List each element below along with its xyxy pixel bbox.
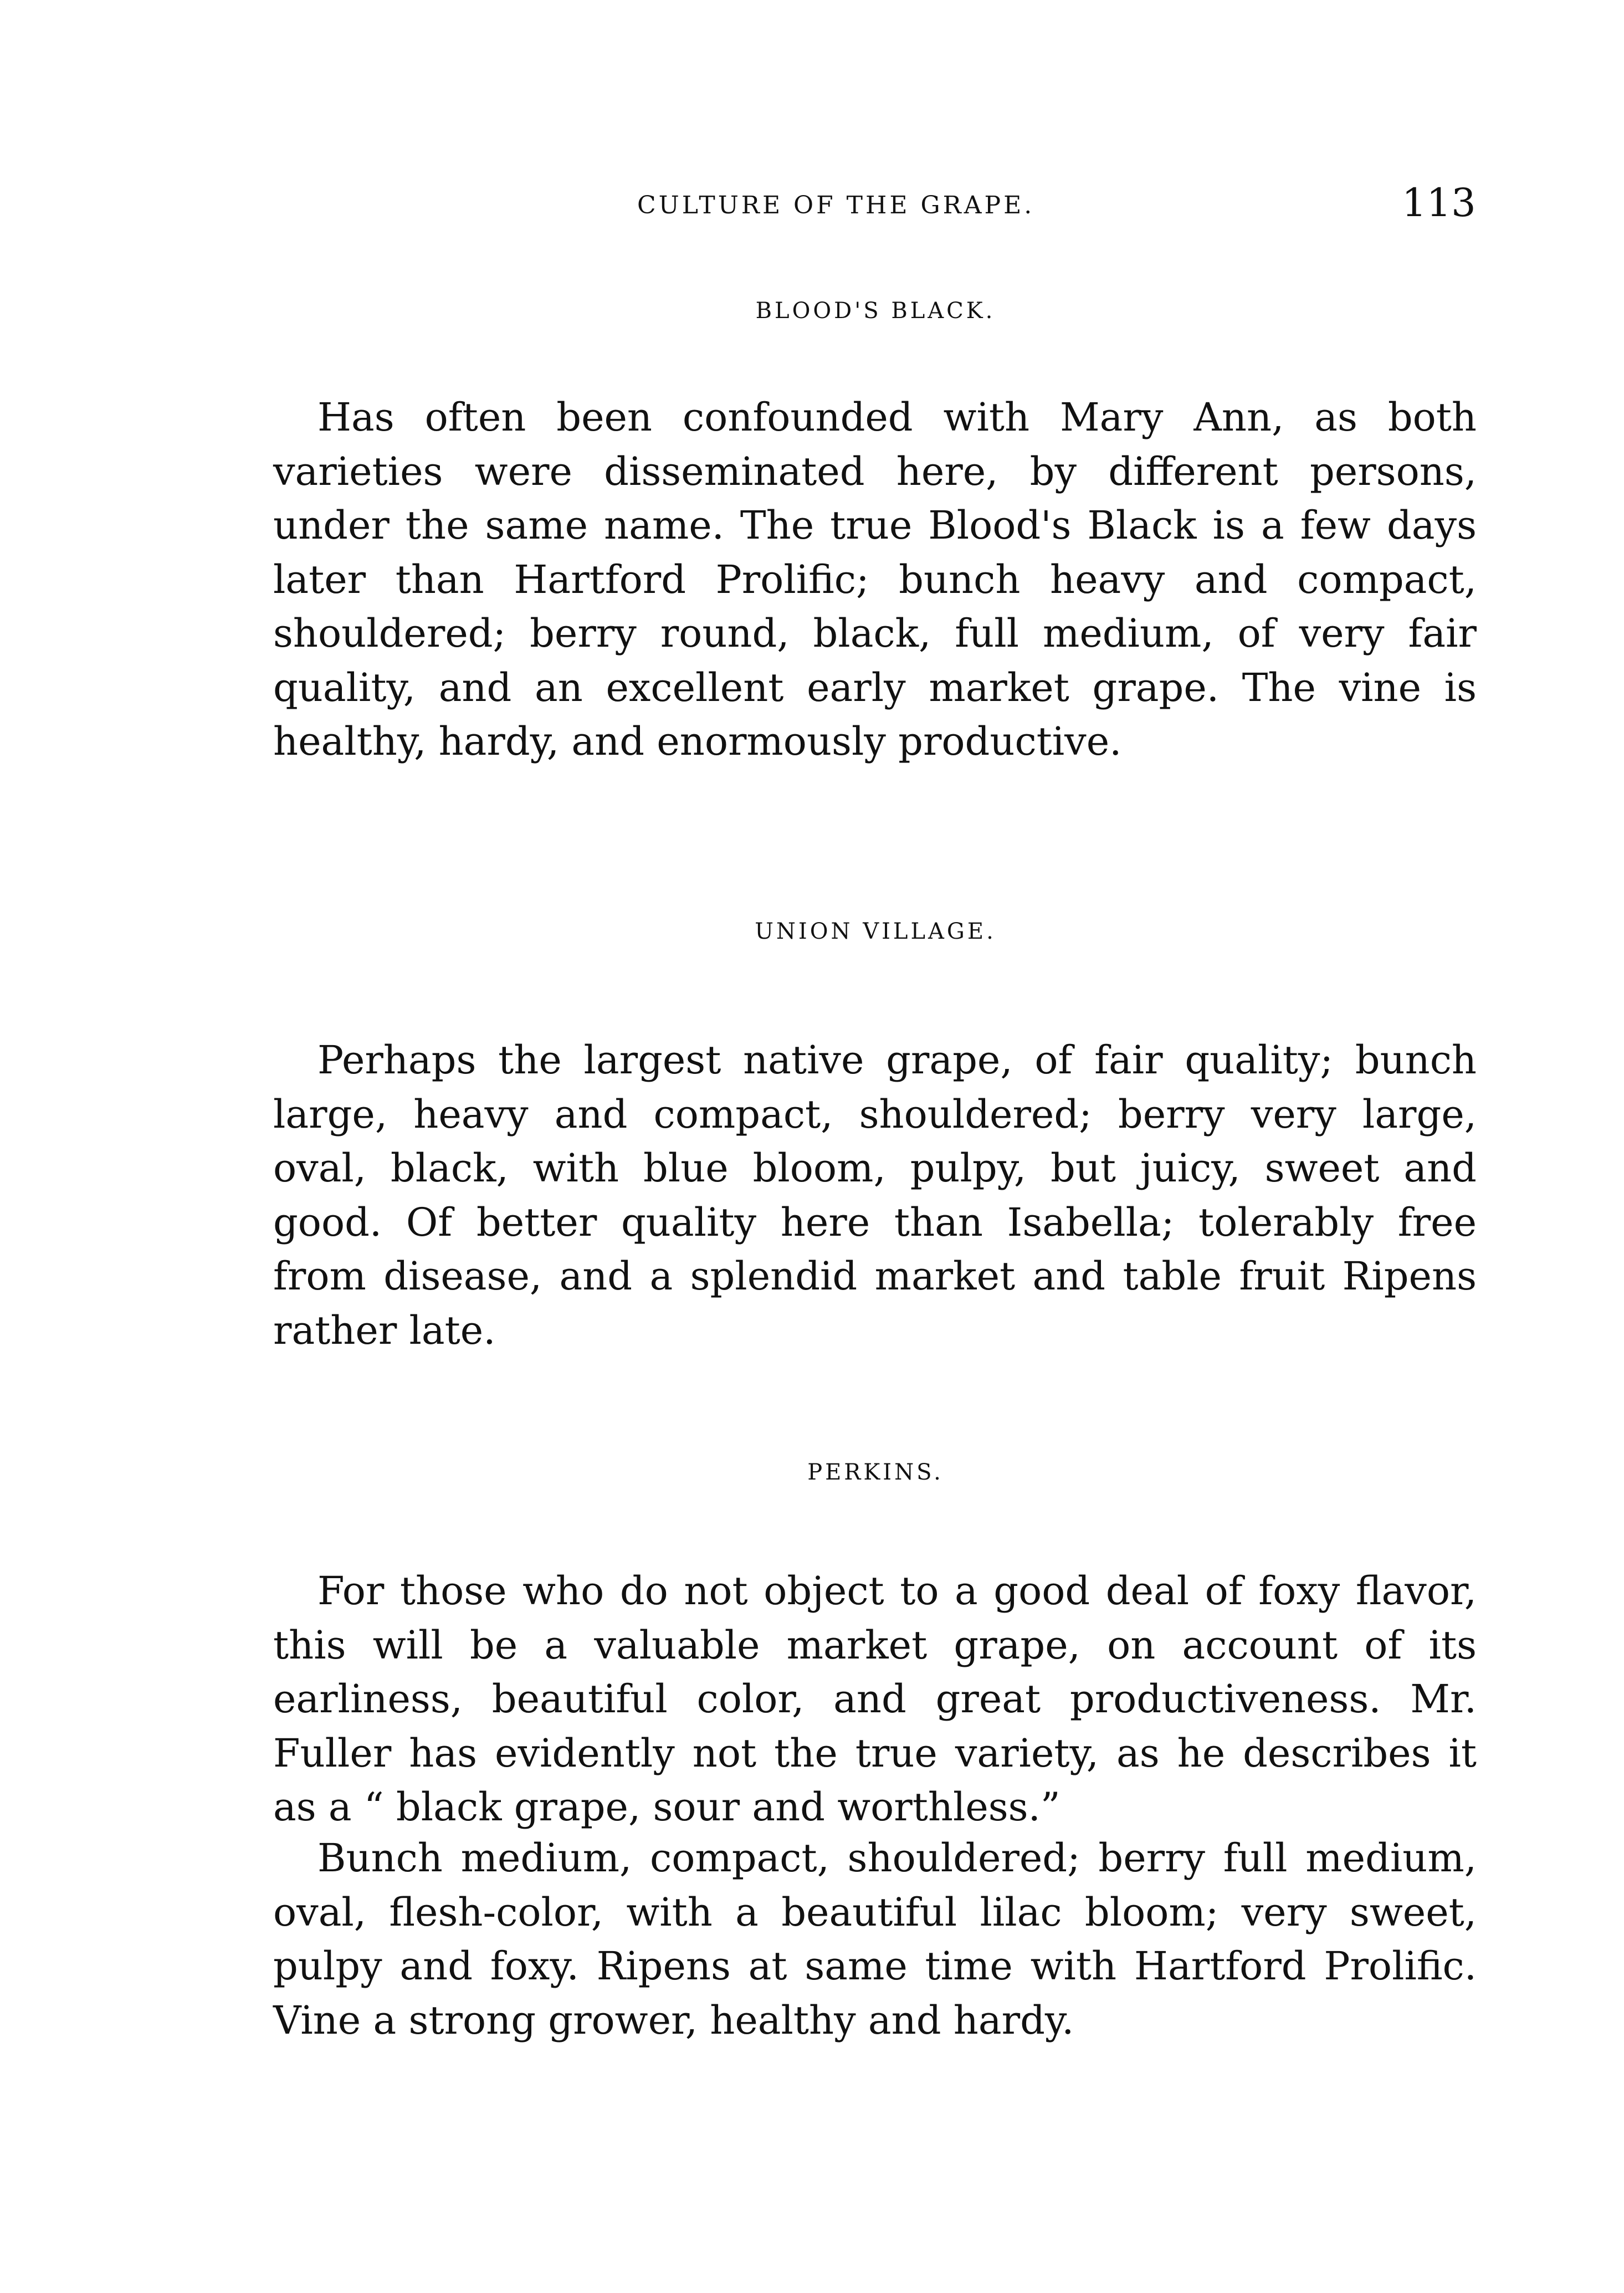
paragraph-union-village: Perhaps the largest native grape, of fair quality; bunch large, heavy and compact, shouldered; berry very large, oval, black, with blue bloom, pulpy, but juicy, sweet and good. Of better quality here than Isabella; tolerably free from disease, and a splendid market and table fruit Ripens rather late. [273, 1037, 1477, 1353]
section-heading-bloods-black: BLOOD'S BLACK. [755, 298, 996, 324]
section-heading-union-village: UNION VILLAGE. [755, 919, 996, 944]
running-head: CULTURE OF THE GRAPE. [637, 191, 1035, 219]
section-heading-perkins: PERKINS. [807, 1460, 944, 1485]
paragraph-bloods-black: Has often been confounded with Mary Ann, as both varieties were disseminated here, by different persons, under the same name. The true Blood's Black is a few days later than Hartford Prolific; bunch heavy and compact, shouldered; berry round, black, full medium, of very fair quality, and an excellent early market grape. The vine is healthy, hardy, and enormously productive. [273, 395, 1477, 764]
paragraph-perkins-1: For those who do not object to a good deal of foxy flavor, this will be a valuable market grape, on account of its earliness, beautiful color, and great productiveness. Mr. Fuller has evidently not the true variety, as he describes it as a “ black grape, sour and worthless.” [273, 1568, 1477, 1830]
paragraph-perkins-2: Bunch medium, compact, shouldered; berry full medium, oval, flesh-color, with a beautiful lilac bloom; very sweet, pulpy and foxy. Ripens at same time with Hartford Prolific. Vine a strong grower, healthy and hardy. [273, 1835, 1477, 2043]
page-number: 113 [1402, 180, 1476, 226]
